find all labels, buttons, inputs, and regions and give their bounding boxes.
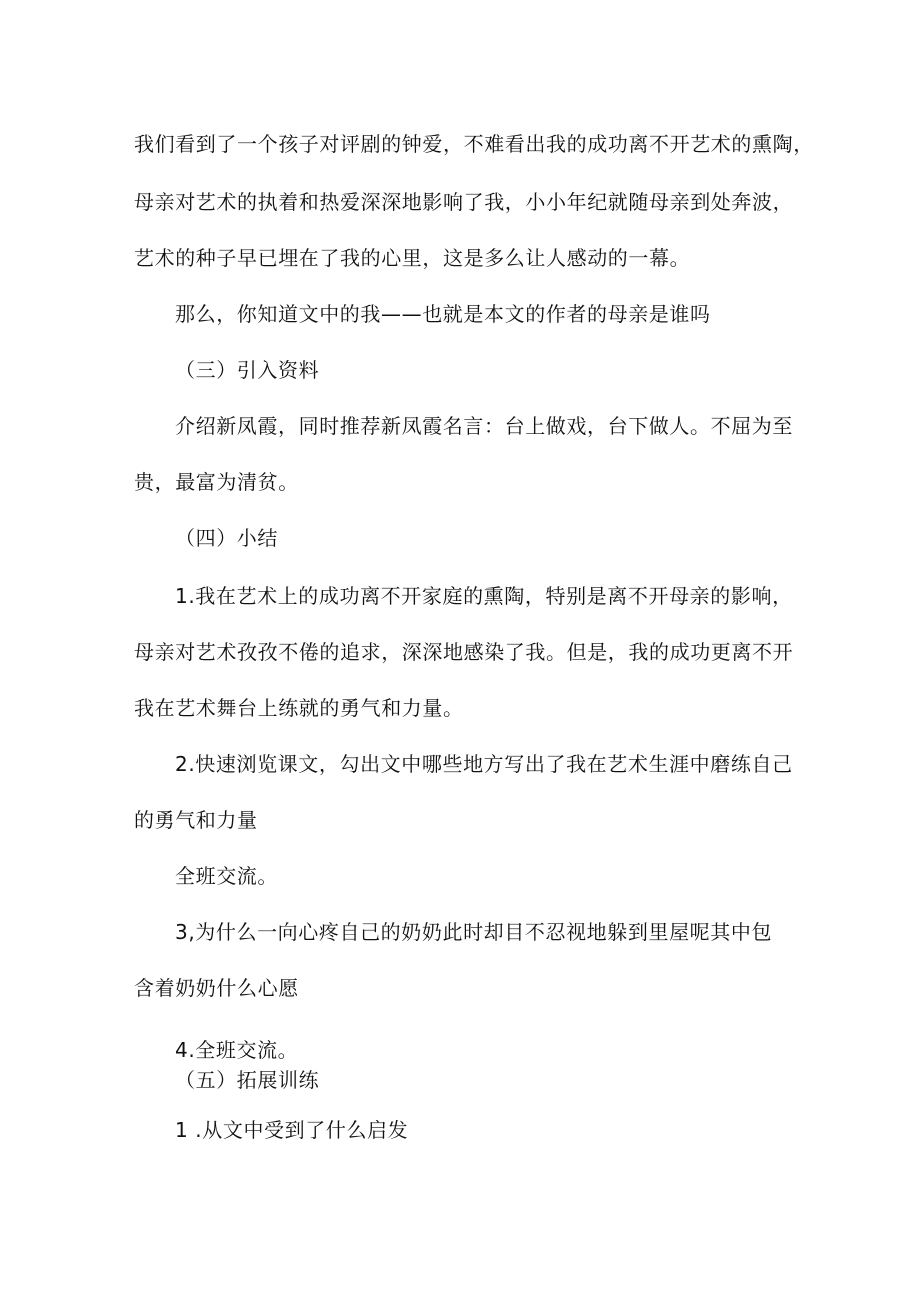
section-heading-5: （五）拓展训练 <box>175 1068 320 1092</box>
paragraph-9-line-1: 3,为什么一向心疼自己的奶奶此时却目不忍视地躲到里屋呢其中包 <box>175 920 773 944</box>
paragraph-4-line-1: 介绍新凤霞，同时推荐新凤霞名言：台上做戏，台下做人。不屈为至 <box>175 414 793 438</box>
section-heading-4: （四）小结 <box>175 526 278 550</box>
paragraph-6-line-1: 1.我在艺术上的成功离不开家庭的熏陶，特别是离不开母亲的影响， <box>175 584 793 608</box>
paragraph-1-line-3: 艺术的种子早已埋在了我的心里，这是多么让人感动的一幕。 <box>134 246 691 270</box>
paragraph-1-line-1: 我们看到了一个孩子对评剧的钟爱，不难看出我的成功离不开艺术的熏陶， <box>134 132 814 156</box>
paragraph-6-line-3: 我在艺术舞台上练就的勇气和力量。 <box>134 696 464 720</box>
paragraph-1-line-2: 母亲对艺术的执着和热爱深深地影响了我，小小年纪就随母亲到处奔波， <box>134 190 794 214</box>
paragraph-4-line-2: 贵，最富为清贫。 <box>134 470 299 494</box>
paragraph-7-line-2: 的勇气和力量 <box>134 808 258 832</box>
paragraph-10-line-1: 4.全班交流。 <box>175 1038 299 1062</box>
paragraph-8-line-1: 全班交流。 <box>175 864 278 888</box>
paragraph-12-line-1: 1 .从文中受到了什么启发 <box>175 1118 409 1142</box>
paragraph-9-line-2: 含着奶奶什么心愿 <box>134 976 299 1000</box>
paragraph-7-line-1: 2.快速浏览课文，勾出文中哪些地方写出了我在艺术生涯中磨练自己 <box>175 752 793 776</box>
section-heading-3: （三）引入资料 <box>175 358 320 382</box>
paragraph-2-line-1: 那么，你知道文中的我——也就是本文的作者的母亲是谁吗 <box>175 302 711 326</box>
paragraph-6-line-2: 母亲对艺术孜孜不倦的追求，深深地感染了我。但是，我的成功更离不开 <box>134 640 794 664</box>
